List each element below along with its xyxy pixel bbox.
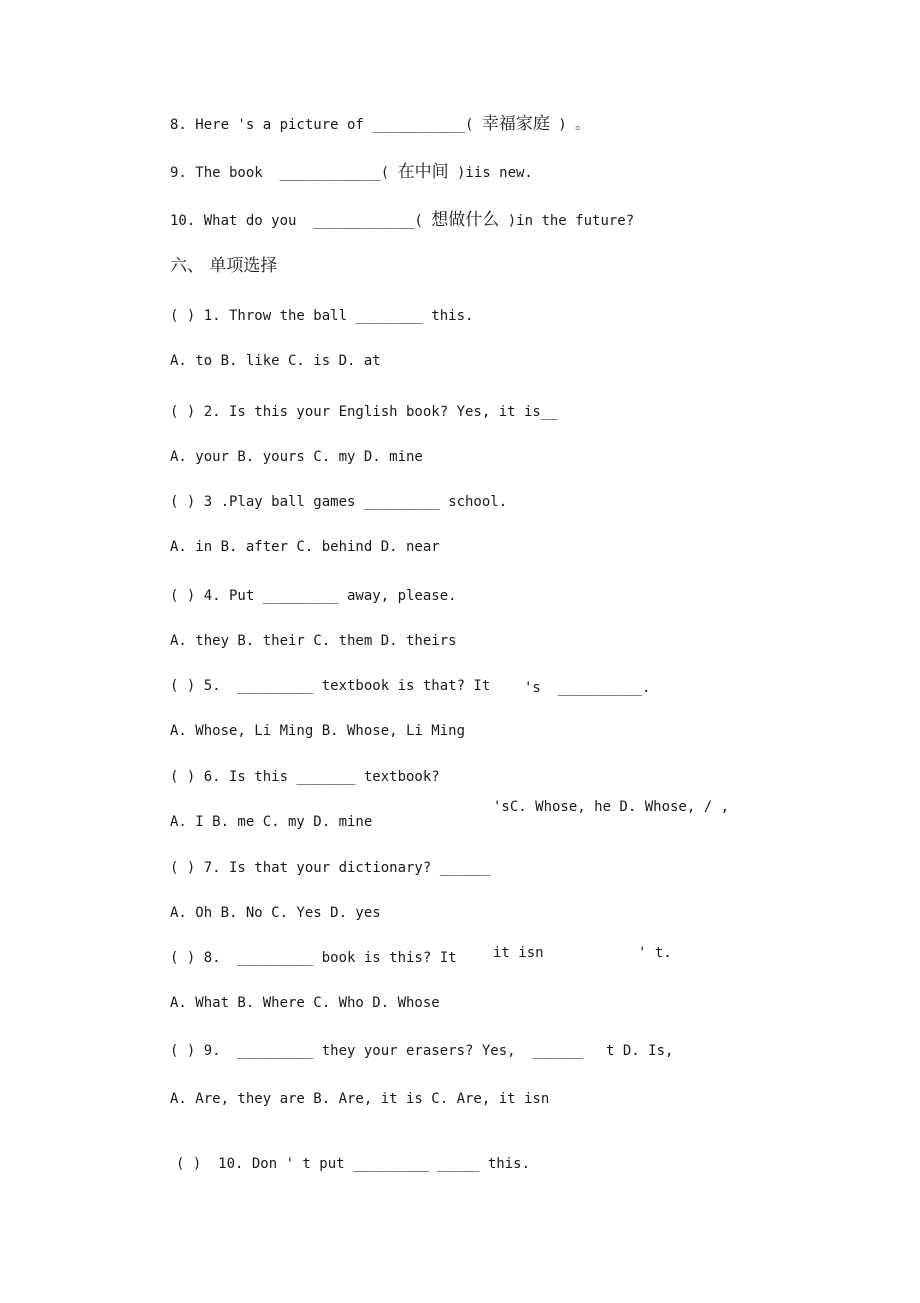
options-4: A. they B. their C. them D. theirs (170, 633, 457, 649)
options-5: A. Whose, Li Ming B. Whose, Li Ming (170, 723, 466, 739)
fill-in-item-8: 8. Here 's a picture of ___________( 幸福家庭 ) 。 (170, 114, 590, 134)
question-7: ( ) 7. Is that your dictionary? ______ (170, 860, 491, 876)
stray-text-t-d-is: t D. Is, (606, 1043, 674, 1059)
question-2: ( ) 2. Is this your English book? Yes, it is__ (170, 404, 558, 420)
question-6: ( ) 6. Is this _______ textbook? (170, 769, 440, 785)
section-heading: 六、 单项选择 (170, 256, 278, 276)
question-8: ( ) 8. _________ book is this? It (170, 950, 457, 966)
options-8: A. What B. Where C. Who D. Whose (170, 995, 440, 1011)
options-2: A. your B. yours C. my D. mine (170, 449, 423, 465)
question-10: ( ) 10. Don ' t put _________ _____ this. (176, 1156, 531, 1172)
fill-in-item-10: 10. What do you ____________( 想做什么 )in the future? (170, 210, 635, 230)
options-1: A. to B. like C. is D. at (170, 353, 381, 369)
fill-in-item-9: 9. The book ____________( 在中间 )iis new. (170, 162, 533, 182)
question-9: ( ) 9. _________ they your erasers? Yes, ______ (170, 1043, 584, 1059)
question-3: ( ) 3 .Play ball games _________ school. (170, 494, 508, 510)
question-4: ( ) 4. Put _________ away, please. (170, 588, 457, 604)
options-7: A. Oh B. No C. Yes D. yes (170, 905, 381, 921)
options-6: A. I B. me C. my D. mine (170, 814, 373, 830)
stray-text-t: ' t. (638, 945, 672, 961)
stray-option-text: 'sC. Whose, he D. Whose, / , (493, 799, 730, 815)
stray-text-it-isn: it isn (493, 945, 544, 961)
options-9: A. Are, they are B. Are, it is C. Are, it isn (170, 1091, 550, 1107)
options-3: A. in B. after C. behind D. near (170, 539, 440, 555)
question-5: ( ) 5. _________ textbook is that? It (170, 678, 491, 694)
question-1: ( ) 1. Throw the ball ________ this. (170, 308, 474, 324)
question-5-continuation: 's __________. (524, 680, 651, 696)
